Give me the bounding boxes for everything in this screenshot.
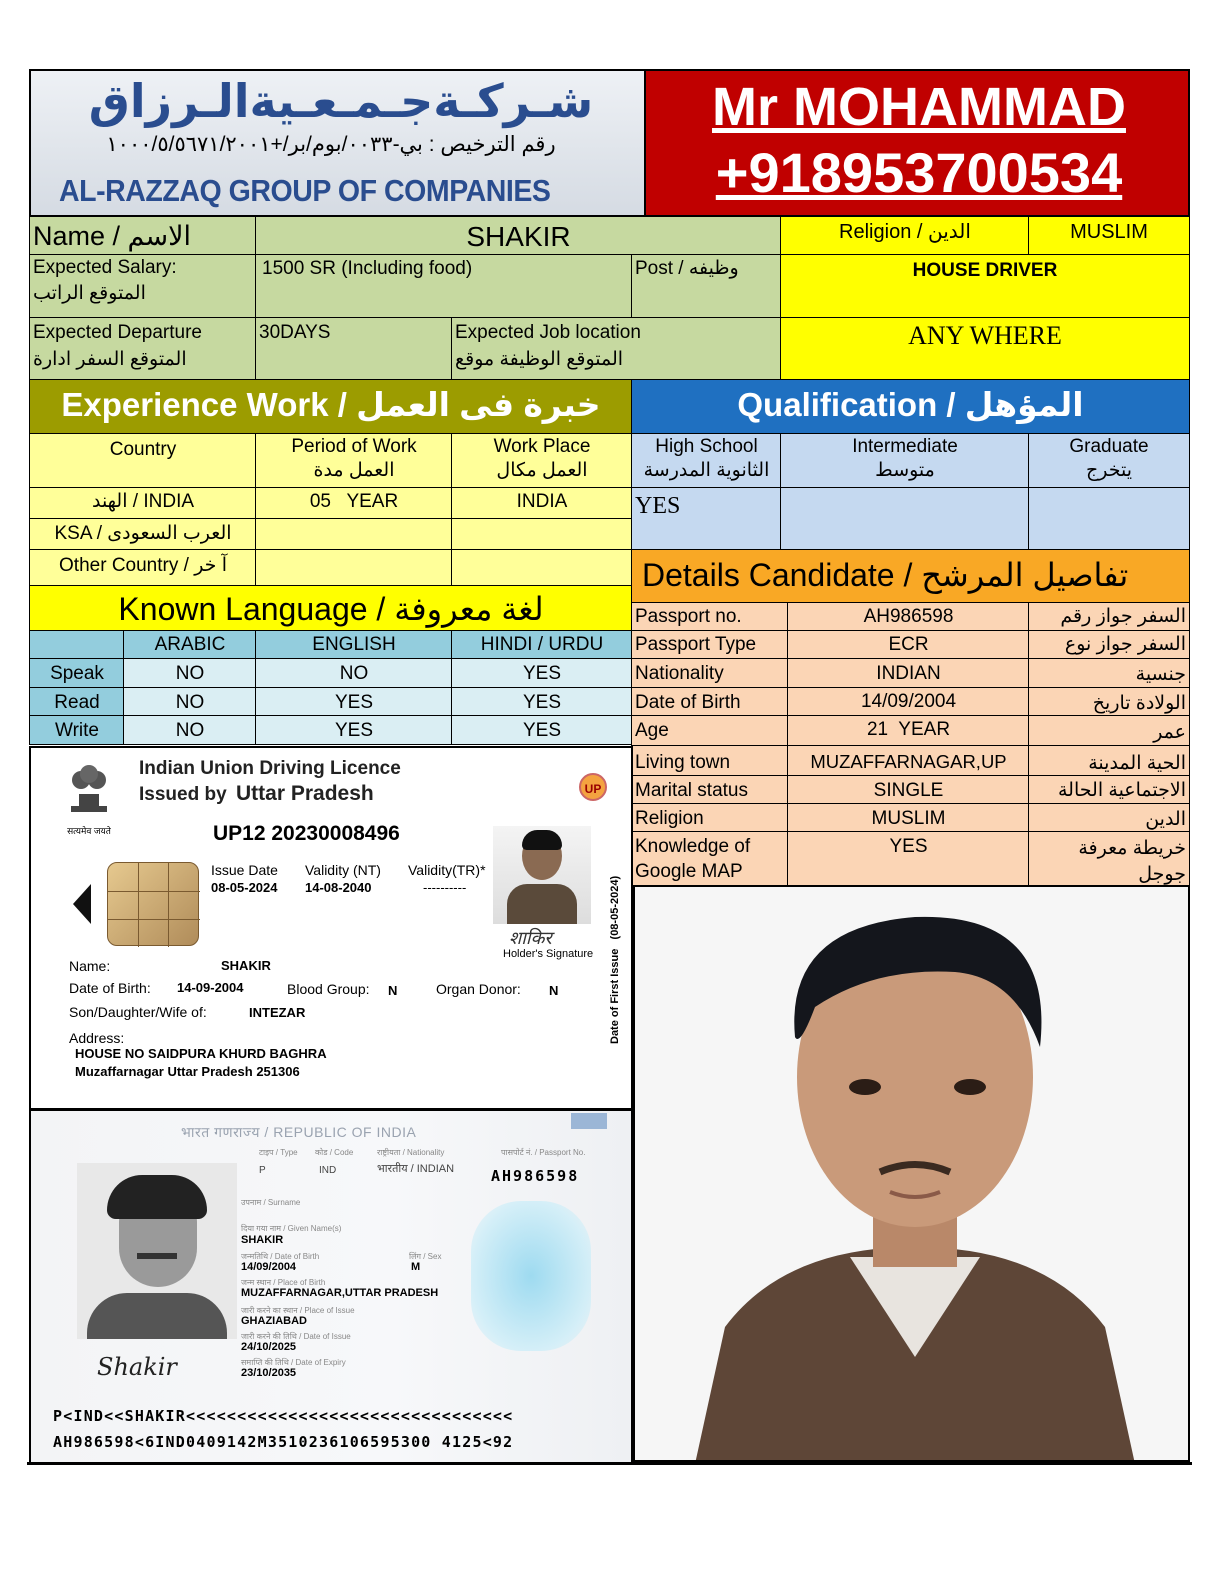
exp-country-2: KSA / العرب السعودى [29,518,257,551]
cand-value: 14/09/2004 [787,687,1030,717]
col-high-school-en: High School [655,436,758,457]
doi-label: जारी करने की तिथि / Date of Issue [241,1332,351,1341]
salary-value: 1500 SR (Including food) [255,254,633,319]
exp-place-1: INDIA [451,487,633,520]
cand-label: Nationality [631,658,789,689]
sex: M [411,1261,421,1273]
high-school-value: YES [631,487,782,551]
col-graduate [1028,433,1190,489]
cand-ar: الولادة تاريخ [1028,687,1190,717]
given-name: SHAKIR [241,1234,284,1246]
mrz-line-1: P<IND<<SHAKIR<<<<<<<<<<<<<<<<<<<<<<<<<<<<<<<< [53,1407,514,1425]
nationality-label: राष्ट्रीयता / Nationality [377,1148,445,1157]
col-place-ar: العمل مكال [496,460,588,481]
contact-box [644,69,1190,217]
religion-value: MUSLIM [1028,216,1190,256]
exp-place-2 [451,518,633,551]
blood-label: Blood Group: [287,981,370,997]
col-place [451,433,633,489]
cand-label: Marital status [631,775,789,805]
validity-tr-label: Validity(TR)* [408,862,486,878]
col-intermediate [780,433,1030,489]
experience-title: Experience Work / خبرة فى العمل [29,379,633,435]
col-high-school-ar: الثانوية المدرسة [643,460,770,481]
col-period [255,433,453,489]
col-period-ar: العمل مدة [313,460,395,481]
holder-signature-label: Holder's Signature [503,948,594,960]
doi: 24/10/2025 [241,1341,297,1353]
issue-date: 08-05-2024 [211,880,278,895]
col-country: Country [29,433,257,489]
contact-name: Mr MOHAMMAD [712,77,1126,137]
graduate-value [1028,487,1190,551]
salary-label [29,254,257,319]
exp-period-2 [255,518,453,551]
name-label: Name / الاسم [29,216,257,256]
religion-label: Religion / الدين [780,216,1030,256]
dob: 14-09-2004 [177,980,244,995]
cand-value: MUZAFFARNAGAR,UP [787,745,1030,777]
dob: 14/09/2004 [241,1261,297,1273]
cand-ar: السفر جواز نوع [1028,630,1190,660]
poi-label: जारी करने का स्थान / Place of Issue [241,1306,355,1315]
national-emblem-icon [59,754,119,832]
candidate-portrait [635,887,1190,1462]
passport-type: P [259,1165,266,1176]
col-high-school [631,433,782,489]
cand-ar: جنسية [1028,658,1190,689]
issued-by: Issued by [139,784,227,805]
col-intermediate-ar: متوسط [875,460,935,481]
cand-ar: السفر جواز رقم [1028,602,1190,632]
given-label: दिया गया नाम / Given Name(s) [241,1224,342,1233]
passport-nationality: भारतीय / INDIAN [377,1163,455,1175]
sex-label: लिंग / Sex [409,1252,442,1261]
licence-state: Uttar Pradesh [236,782,374,805]
col-place-en: Work Place [493,436,591,457]
organ-donor: N [549,983,559,998]
lang-header-english: ENGLISH [255,630,453,660]
code-label: कोड / Code [315,1148,354,1157]
chip-arrow-icon [73,884,91,924]
job-location-label-ar: المتوقع الوظيفة موقع [455,349,624,370]
dob-label: Date of Birth: [69,980,151,996]
salary-label-ar: المتوقع الراتب [33,283,146,304]
organ-label: Organ Donor: [436,981,521,997]
col-graduate-en: Graduate [1069,436,1149,457]
cand-value: SINGLE [787,775,1030,805]
validity-tr: ---------- [423,880,467,895]
cand-value: AH986598 [787,602,1030,632]
lang-row-label: Write [29,715,125,745]
pob-label: जन्म स्थान / Place of Birth [241,1278,326,1287]
passport-header: भारत गणराज्य / REPUBLIC OF INDIA [181,1124,417,1140]
job-location-label [451,317,782,381]
cand-label: Age [631,715,789,747]
pob: MUZAFFARNAGAR,UTTAR PRADESH [241,1287,439,1299]
cand-value: 21 YEAR [787,715,1030,747]
intermediate-value [780,487,1030,551]
exp-country-1: الهند / INDIA [29,487,257,520]
job-location-value: ANY WHERE [780,317,1190,381]
candidate-title: Details Candidate / تفاصيل المرشح [631,549,1190,604]
col-intermediate-en: Intermediate [852,436,958,457]
surname-label: उपनाम / Surname [241,1198,301,1207]
chip-icon [107,862,199,946]
col-graduate-ar: يتخرج [1085,460,1133,481]
lang-value: NO [123,687,257,717]
company-english-name: AL-RAZZAQ GROUP OF COMPANIES [59,173,551,208]
ghost-photo [471,1201,591,1351]
name-label: Name: [69,958,111,974]
validity-nt: 14-08-2040 [305,880,372,895]
exp-period-3 [255,549,453,587]
dob-label: जन्मतिथि / Date of Birth [241,1252,320,1261]
passport-number-label: पासपोर्ट नं. / Passport No. [501,1148,586,1157]
licence-number: UP12 20230008496 [213,822,400,845]
relation-name: INTEZAR [249,1005,306,1020]
type-label: टाइप / Type [259,1148,298,1157]
signature-script: शाकिर [509,928,552,948]
address-label: Address: [69,1030,125,1046]
doe-label: समाप्ति की तिथि / Date of Expiry [241,1358,346,1367]
lang-header-arabic: ARABIC [123,630,257,660]
language-title: Known Language / لغة معروفة [29,585,633,632]
lang-value: YES [255,687,453,717]
departure-value: 30DAYS [255,317,453,381]
departure-label-ar: المتوقع السفر ادارة [33,349,187,370]
qualification-title: Qualification / المؤهل [631,379,1190,435]
cand-ar: الاجتماعية الحالة [1028,775,1190,805]
cand-label: Passport no. [631,602,789,632]
passport-signature: Shakir [97,1353,177,1381]
cand-label: Living town [631,745,789,777]
cand-ar: عمر [1028,715,1190,747]
name-value: SHAKIR [255,216,782,256]
lang-value: NO [123,658,257,689]
doe: 23/10/2035 [241,1367,297,1379]
table-outer-border [27,1462,1192,1465]
address-line-2: Muzaffarnagar Uttar Pradesh 251306 [75,1064,300,1079]
lang-corner [29,630,125,660]
cand-value: YES [787,831,1030,887]
state-badge: UP [579,773,607,801]
contact-phone: +918953700534 [715,141,1123,204]
validity-nt-label: Validity (NT) [305,862,381,878]
lang-value: YES [451,715,633,745]
exp-place-3 [451,549,633,587]
lang-value: YES [451,658,633,689]
passport-scan [29,1108,633,1464]
passport-photo [77,1163,237,1339]
company-logo-banner [29,69,646,217]
salary-label-en: Expected Salary: [33,257,177,278]
first-issue-date: Date of First Issue (08-05-2024) [609,875,621,1044]
company-arabic-name: شـركـةجـمـعـيةالـرزاق [88,74,594,128]
licence-title: Indian Union Driving Licence [139,758,401,779]
cand-label: Religion [631,803,789,833]
departure-label [29,317,257,381]
relation-label: Son/Daughter/Wife of: [69,1004,207,1020]
emblem-caption: सत्यमेव जयते [67,826,111,836]
cand-value: ECR [787,630,1030,660]
lang-row-label: Read [29,687,125,717]
exp-period-1: 05 YEAR [255,487,453,520]
lang-header-hindi: HINDI / URDU [451,630,633,660]
license-number: رقم الترخيص : بي-٠٠٣٣/بوم/بر/+١٠٠٠/٥/٥٦٧١/٢٠٠١ [106,133,556,156]
lang-value: YES [255,715,453,745]
cand-label: Date of Birth [631,687,789,717]
lang-value: NO [255,658,453,689]
mrz-line-2: AH986598<6IND0409142M3510236106595300 4125<92 [53,1433,514,1451]
licence-photo [493,826,591,924]
holder-name: SHAKIR [221,958,271,973]
post-label: Post / وظيفه [631,254,782,319]
exp-country-3: Other Country / آ خر [29,549,257,587]
passport-number: AH986598 [491,1167,580,1185]
cand-ar: خريطة معرفة جوجل [1028,831,1190,887]
cand-value: INDIAN [787,658,1030,689]
col-period-en: Period of Work [291,436,417,457]
blood-group: N [388,983,398,998]
cand-label: Knowledge of Google MAP [631,831,789,887]
lang-value: YES [451,687,633,717]
cand-ar: الحية المدينة [1028,745,1190,777]
post-value: HOUSE DRIVER [780,254,1190,319]
job-location-label-en: Expected Job location [455,322,641,343]
address-line-1: HOUSE NO SAIDPURA KHURD BAGHRA [75,1046,327,1061]
passport-code: IND [319,1165,337,1176]
passport-emblem-icon [571,1113,607,1129]
poi: GHAZIABAD [241,1315,307,1327]
cand-value: MUSLIM [787,803,1030,833]
departure-label-en: Expected Departure [33,322,202,343]
lang-row-label: Speak [29,658,125,689]
cand-label: Passport Type [631,630,789,660]
cand-ar: الدين [1028,803,1190,833]
candidate-photo [633,885,1190,1462]
issue-date-label: Issue Date [211,862,278,878]
driving-licence-card [29,746,633,1110]
lang-value: NO [123,715,257,745]
